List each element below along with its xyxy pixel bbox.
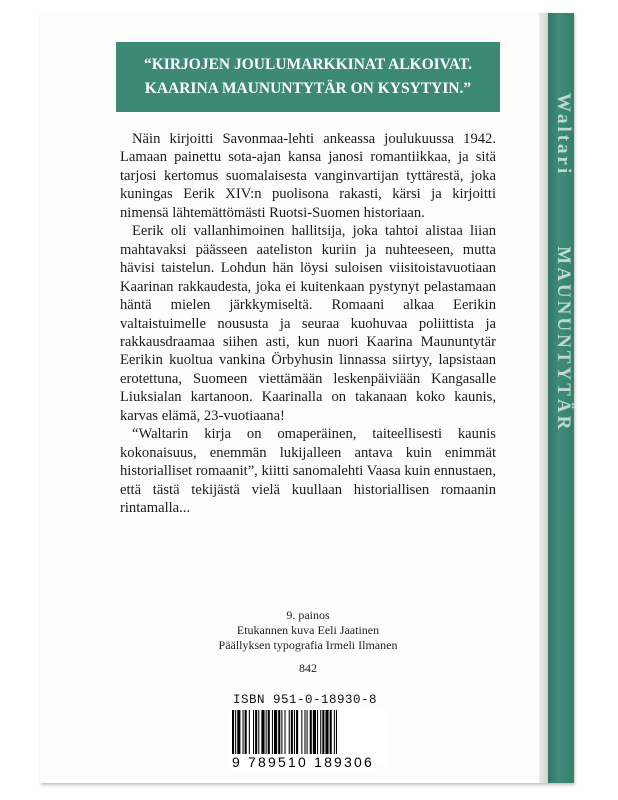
barcode-bar <box>266 710 267 754</box>
barcode-bar <box>261 710 264 754</box>
barcode-bar <box>253 710 254 754</box>
barcode-bar <box>258 710 259 754</box>
barcode-bar <box>272 710 273 754</box>
barcode-bar <box>304 710 305 754</box>
barcode-bar <box>296 710 298 754</box>
barcode-bar <box>291 710 293 754</box>
cover-art-credit: Etukannen kuva Eeli Jaatinen <box>236 623 380 637</box>
barcode-bar <box>274 710 277 754</box>
barcode-bar <box>325 710 328 754</box>
barcode-bar <box>313 710 316 754</box>
quote-banner <box>116 42 500 112</box>
isbn-label: ISBN 951-0-18930-8 <box>233 693 378 707</box>
blurb-paragraph: Näin kirjoitti Savonmaa-lehti ankeassa joulukuussa 1942. Lamaan painettu sota-ajan kansa janosi romantiikkaa, ja sitä tarjosi kertomus suomalaisesta vanginvartijan tyttärestä, joka kuningas Eerik XIV:n puolisona rakasti, kärsi ja kirjoitti nimensä lähtemättömästi Ruotsi-Suomen historiaan. <box>120 131 496 221</box>
barcode-bar <box>310 710 312 754</box>
typography-credit: Päällyksen typografia Irmeli Ilmanen <box>218 638 398 652</box>
barcode-bar <box>255 710 257 754</box>
barcode-number: 9 789510 189306 <box>232 754 374 770</box>
barcode-bar <box>317 710 318 754</box>
credits <box>120 608 496 653</box>
cover-hinge <box>539 13 548 783</box>
barcode-bar <box>334 710 335 754</box>
barcode-bar <box>243 710 244 754</box>
barcode-bar <box>301 710 302 754</box>
spine-title <box>552 93 574 432</box>
back-cover-page <box>40 13 548 783</box>
barcode-bar <box>307 710 308 754</box>
banner-line-2: KAARINA MAUNUNTYTÄR ON KYSYTYIN.” <box>144 80 472 97</box>
product-code: 842 <box>299 661 317 675</box>
spine <box>548 13 574 783</box>
barcode-bar <box>294 710 295 754</box>
blurb-text <box>120 130 496 518</box>
barcode-bar <box>278 710 280 754</box>
blurb-paragraph: “Waltarin kirja on omaperäinen, taiteellisesti kaunis kokonaisuus, enemmän lukijalleen antava kuin enimmät historialliset romaanit”, kiitti sanomalehti Vaasa kuin ennustaen, että tästä tekijästä vielä kuullaan historiallisen romaanin rintamalla... <box>120 426 496 517</box>
banner-line-1: “KIRJOJEN JOULUMARKKINAT ALKOIVAT. <box>144 56 472 73</box>
barcode-bar <box>245 710 247 754</box>
spine-book-title: MAUNUNTYTÄR <box>553 246 574 433</box>
barcode-bar <box>320 710 321 754</box>
barcode-bar <box>249 710 250 754</box>
book-back-cover <box>40 13 574 783</box>
barcode-bar <box>281 710 282 754</box>
barcode-bar <box>268 710 270 754</box>
blurb-paragraph: Eerik oli vallanhimoinen hallitsija, joka tahtoi alistaa liian mahtavaksi päässeen aateliston kuriin ja nuhteeseen, mutta hävisi taistelun. Lohdun hän löysi suloisen viisitoistavuotiaan Kaarinan rakkaudesta, joka ei kuitenkaan pystynyt pelastamaan häntä mielen järkkymiseltä. Romaani alkaa Eerikin valtaistuimelle noususta ja seuraa kuohuvaa poliittista ja rakkausdraamaa siihen asti, kun nuori Kaarina Maununtytär Eerikin kuoltua vankina Örbyhusin linnassa siirtyy, lapsistaan erotettuna, Suomeen viettämään leskenpäiviään Kangasalle Liuksialan kartanoon. Kaarinalla on takanaan koko kaunis, karvas elämä, 23-vuotiaana! <box>120 223 496 424</box>
barcode-bar <box>237 710 240 754</box>
edition-line: 9. painos <box>286 608 330 622</box>
barcode-bar <box>289 710 290 754</box>
spine-author: Waltari <box>553 93 574 177</box>
barcode-bar <box>330 710 332 754</box>
barcode-bar <box>322 710 324 754</box>
